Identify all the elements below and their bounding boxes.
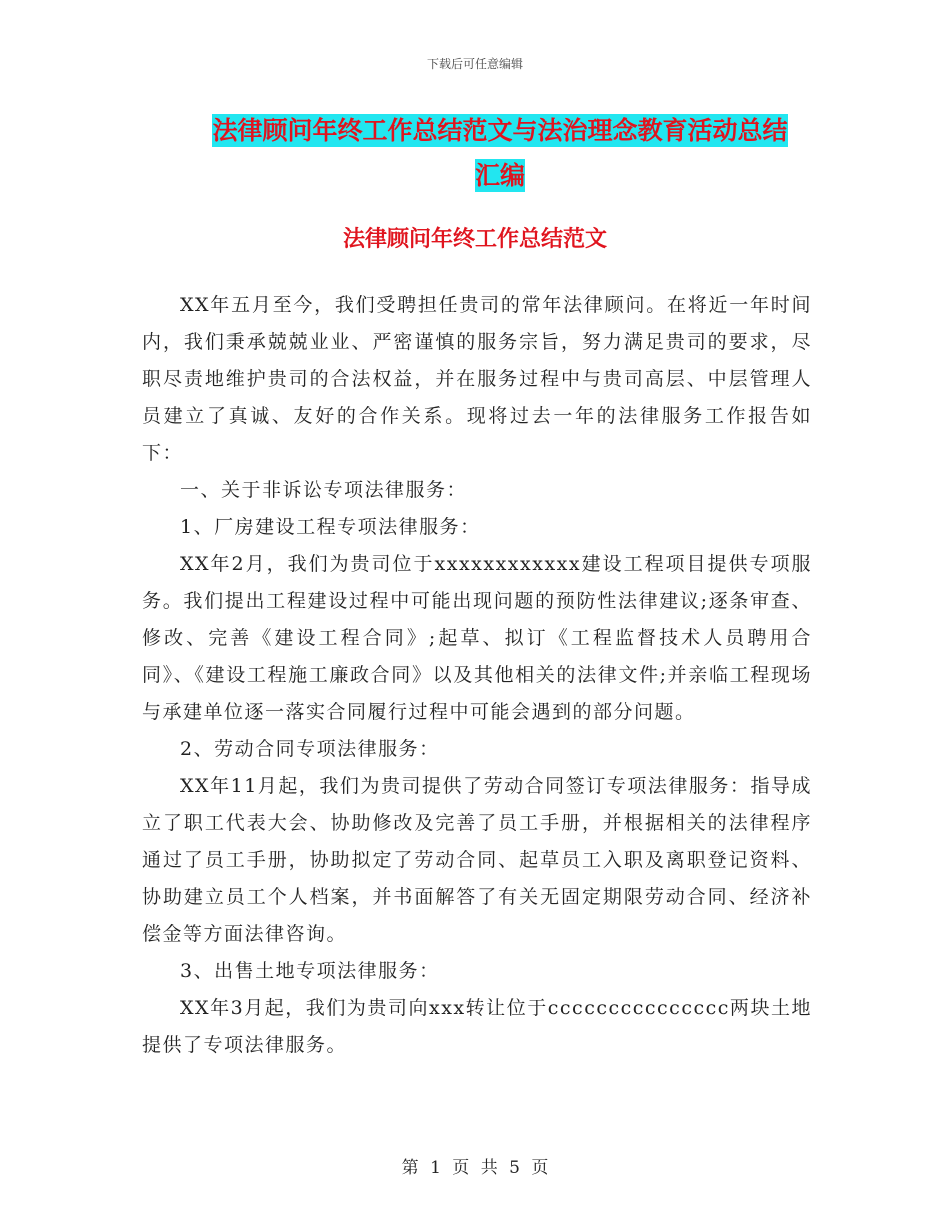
paragraph: XX年3月起，我们为贵司向xxx转让位于ccccccccccccccc两块土地提供了专项法律服务。 <box>142 997 812 1056</box>
paragraph: 3、出售土地专项法律服务： <box>180 960 440 982</box>
document-title <box>150 108 850 198</box>
paragraph: 一、关于非诉讼专项法律服务： <box>180 479 468 501</box>
page-footer: 第 1 页 共 5 页 <box>401 1158 549 1178</box>
paragraph: XX年五月至今，我们受聘担任贵司的常年法律顾问。在将近一年时间内，我们秉承兢兢业业、严密谨慎的服务宗旨，努力满足贵司的要求，尽职尽责地维护贵司的合法权益，并在服务过程中与贵司高层、中层管理人员建立了真诚、友好的合作关系。现将过去一年的法律服务工作报告如下： <box>142 294 812 464</box>
paragraph: 1、厂房建设工程专项法律服务： <box>180 516 481 538</box>
paragraph: XX年11月起，我们为贵司提供了劳动合同签订专项法律服务：指导成立了职工代表大会、协助修改及完善了员工手册，并根据相关的法律程序通过了员工手册，协助拟定了劳动合同、起草员工入职及离职登记资料、协助建立员工个人档案，并书面解答了有关无固定期限劳动合同、经济补偿金等方面法律咨询。 <box>142 775 812 945</box>
document-title-line-1: 法律顾问年终工作总结范文与法治理念教育活动总结 <box>212 116 788 145</box>
paragraph: 2、劳动合同专项法律服务： <box>180 738 440 760</box>
document-title-line-2: 汇编 <box>474 161 525 190</box>
section-title: 法律顾问年终工作总结范文 <box>342 226 607 252</box>
header-note: 下载后可任意编辑 <box>426 57 523 71</box>
document-body <box>142 287 812 1064</box>
paragraph: XX年2月，我们为贵司位于xxxxxxxxxxxx建设工程项目提供专项服务。我们提出工程建设过程中可能出现问题的预防性法律建议;逐条审查、修改、完善《建设工程合同》;起草、拟订《工程监督技术人员聘用合同》、《建设工程施工廉政合同》以及其他相关的法律文件;并亲临工程现场与承建单位逐一落实合同履行过程中可能会遇到的部分问题。 <box>142 553 812 723</box>
